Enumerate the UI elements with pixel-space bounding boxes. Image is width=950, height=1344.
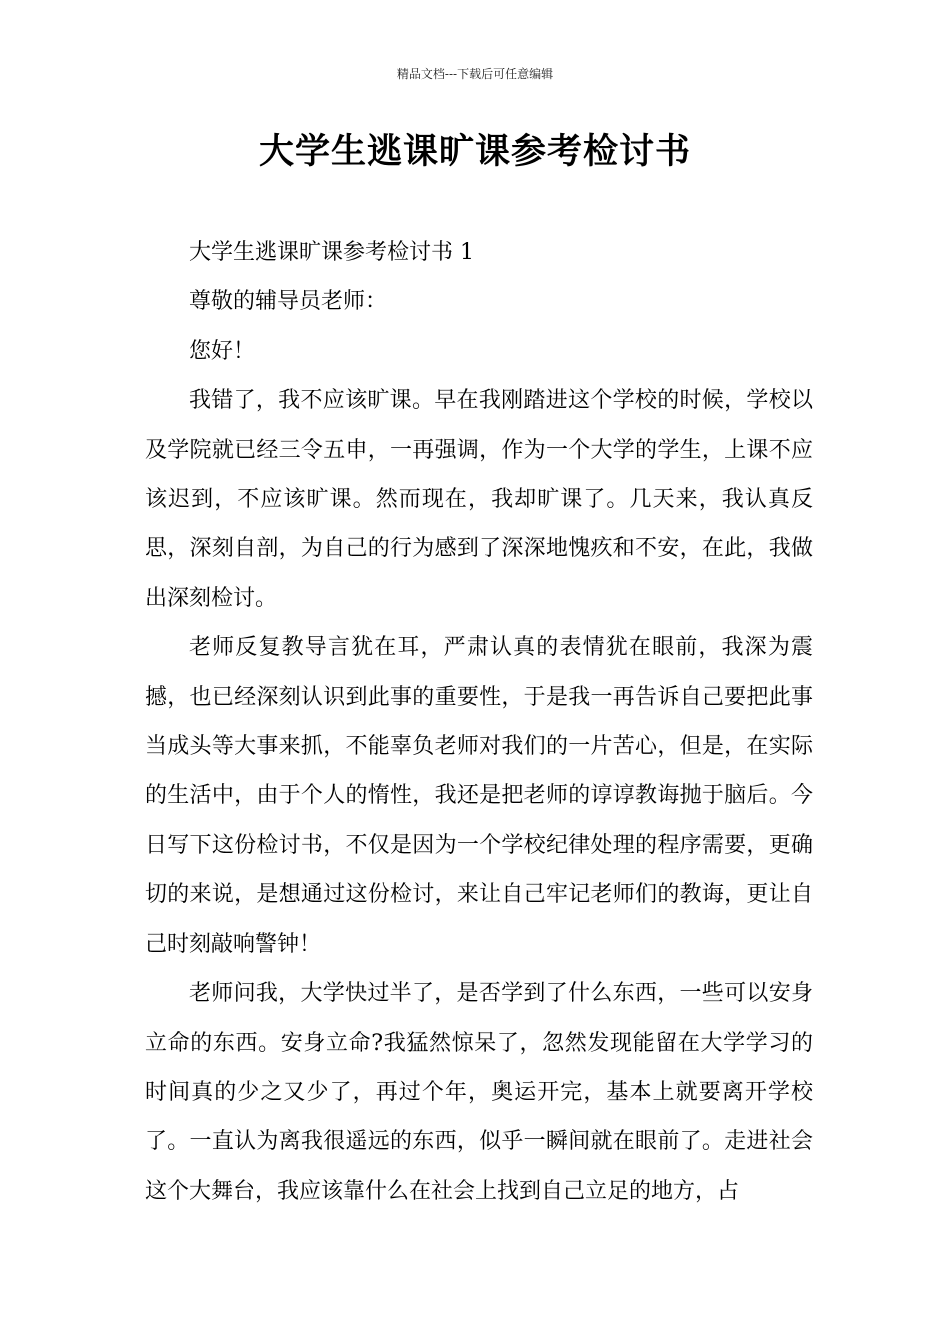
header-note: 精品文档---下载后可任意编辑 xyxy=(396,67,554,81)
paragraph-body-1: 我错了，我不应该旷课。早在我刚踏进这个学校的时候，学校以及学院就已经三令五申，一再强调，作为一个大学的学生，上课不应该迟到，不应该旷课。然而现在，我却旷课了。几天来，我认真反思，深刻自剖，为自己的行为感到了深深地愧疚和不安，在此，我做出深刻检讨。 xyxy=(145,388,813,611)
paragraph-body-2: 老师反复教导言犹在耳，严肃认真的表情犹在眼前，我深为震撼，也已经深刻认识到此事的重要性，于是我一再告诉自己要把此事当成头等大事来抓，不能辜负老师对我们的一片苦心，但是，在实际的生活中，由于个人的惰性，我还是把老师的谆谆教诲抛于脑后。今日写下这份检讨书，不仅是因为一个学校纪律处理的程序需要，更确切的来说，是想通过这份检讨，来让自己牢记老师们的教诲，更让自己时刻敲响警钟！ xyxy=(145,635,813,957)
paragraph-heading: 大学生逃课旷课参考检讨书 1 xyxy=(189,240,474,265)
paragraph-salutation: 尊敬的辅导员老师： xyxy=(189,289,388,315)
paragraph-greeting: 您好！ xyxy=(189,338,256,364)
document-body xyxy=(145,228,813,1216)
document-title: 大学生逃课旷课参考检讨书 xyxy=(258,131,691,172)
paragraph-body-3: 老师问我，大学快过半了，是否学到了什么东西，一些可以安身立命的东西。安身立命?我猛然惊呆了，忽然发现能留在大学学习的时间真的少之又少了，再过个年，奥运开完，基本上就要离开学校了。一直认为离我很遥远的东西，似乎一瞬间就在眼前了。走进社会这个大舞台，我应该靠什么在社会上找到自己立足的地方，占 xyxy=(145,981,813,1204)
